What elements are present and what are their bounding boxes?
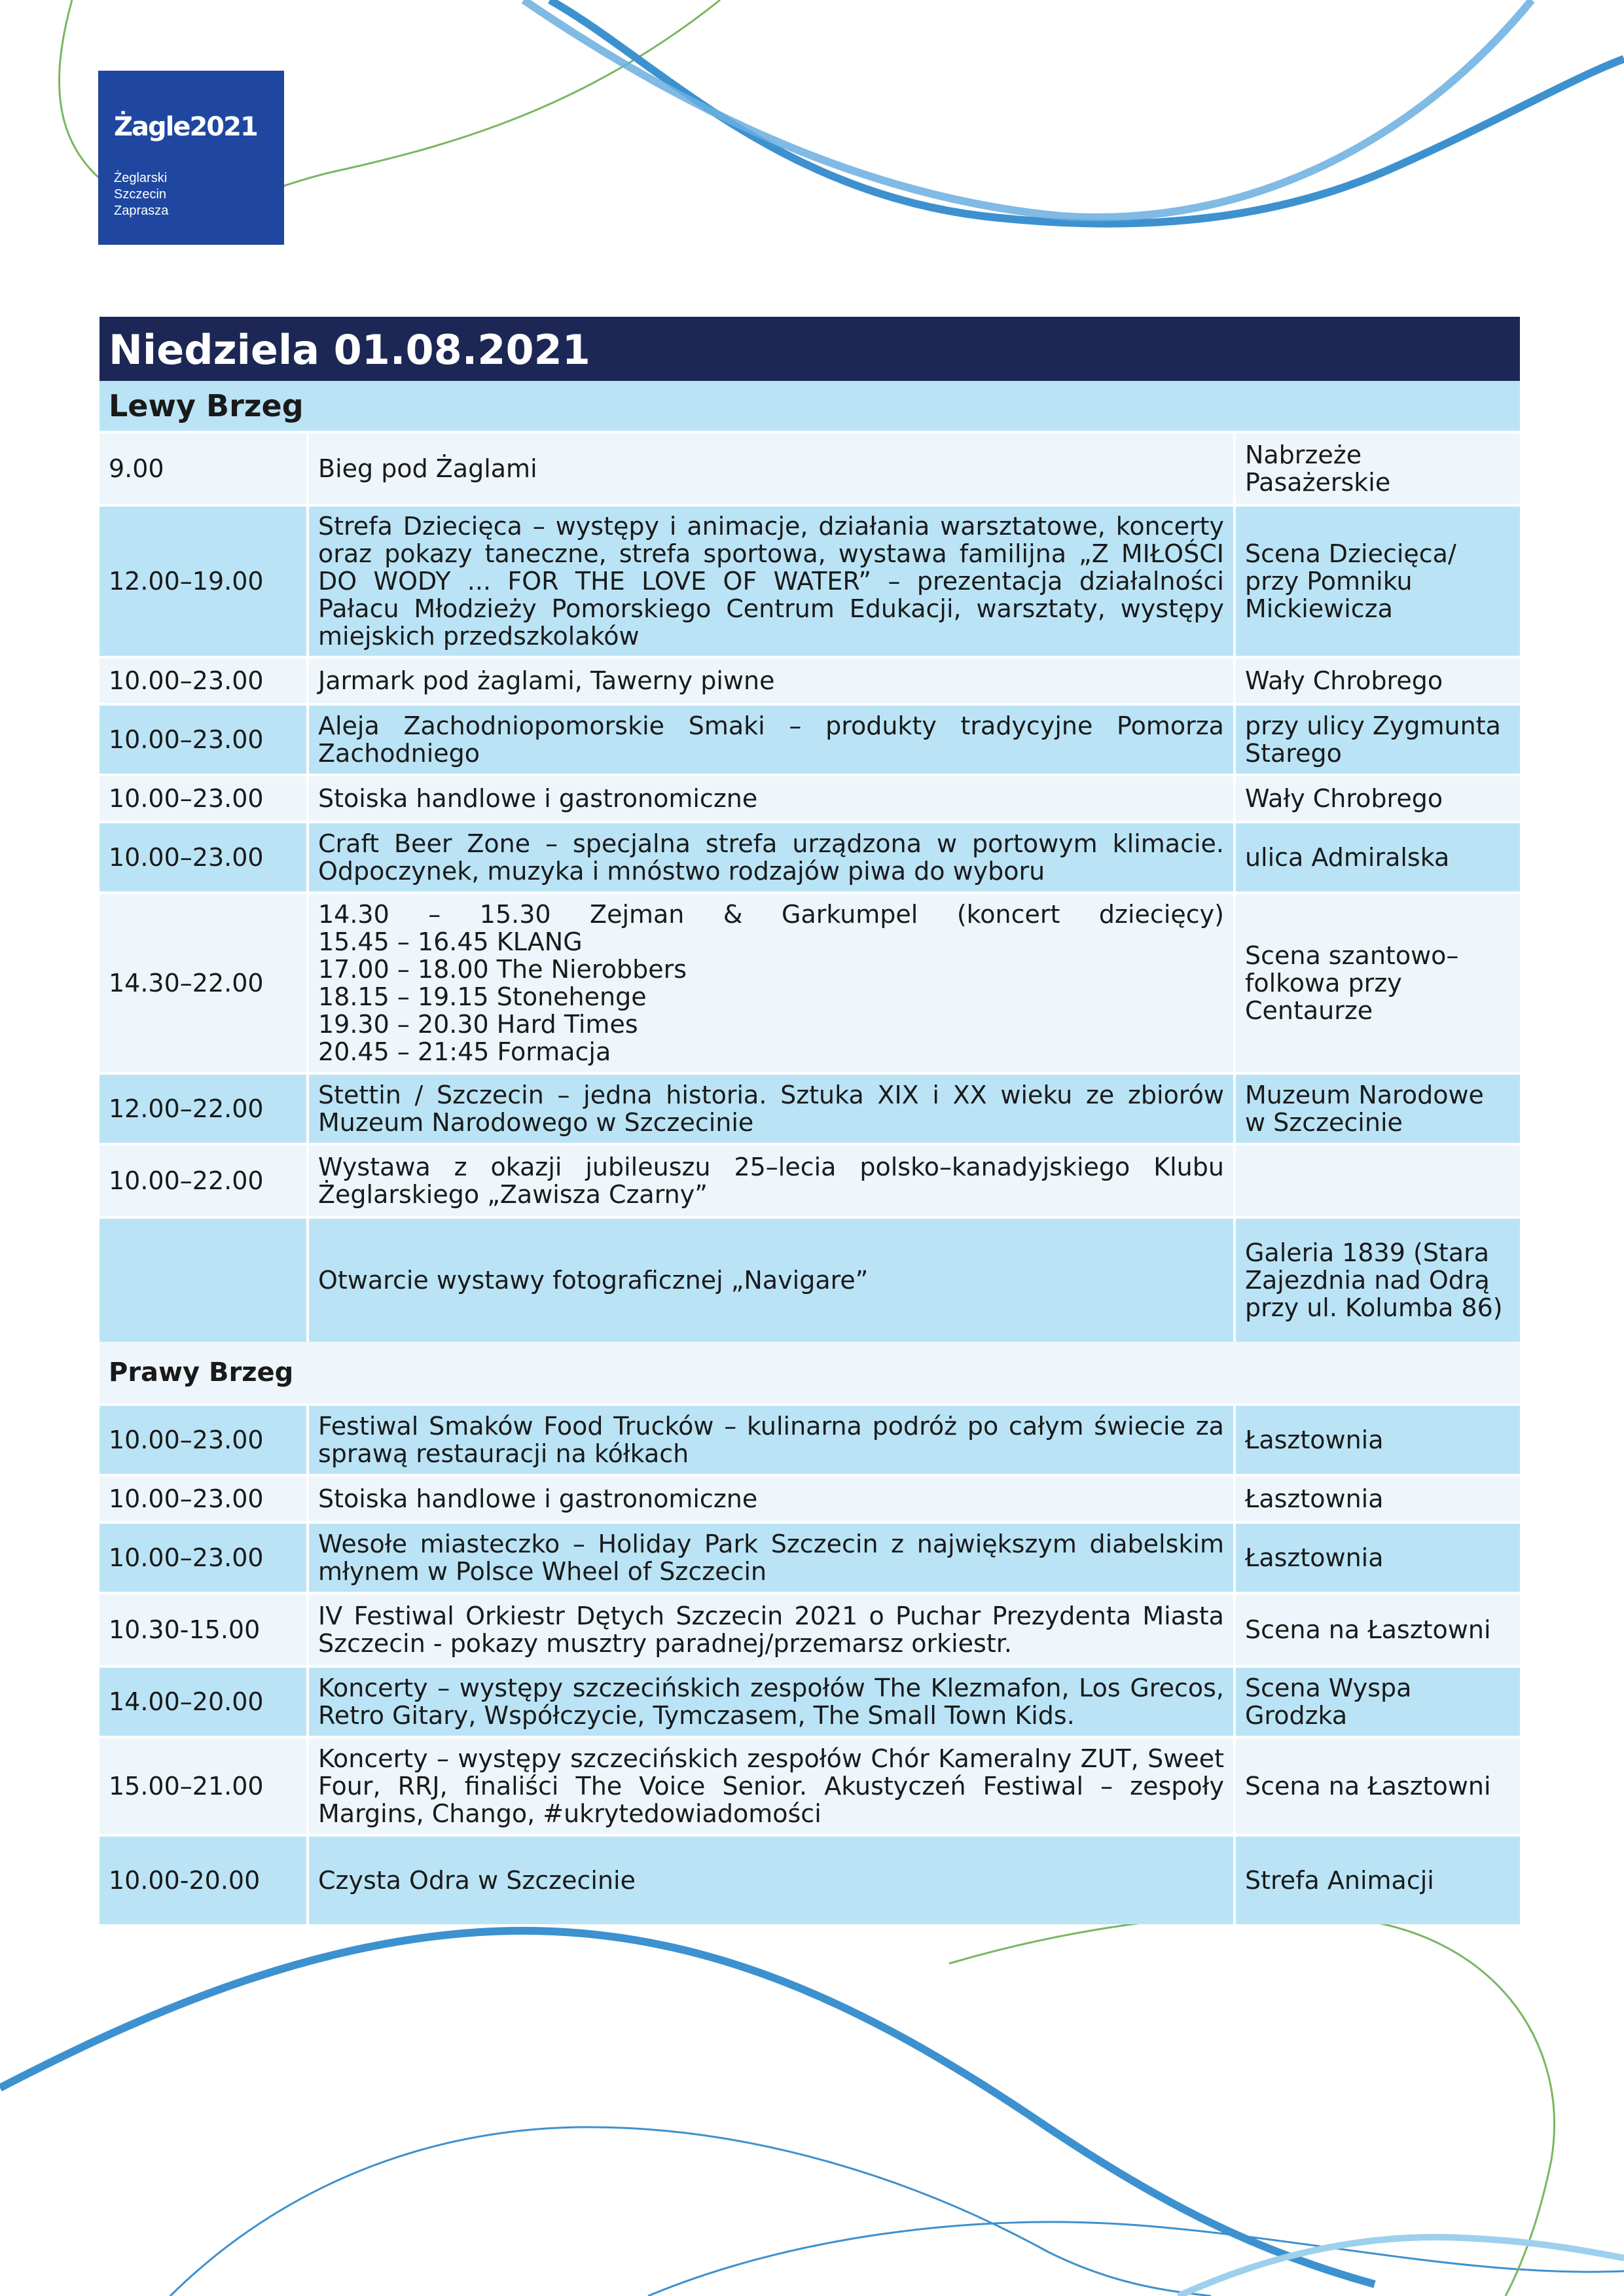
event-description: Wystawa z okazji jubileuszu 25–lecia polsko–kanadyjskiego Klubu Żeglarskiego „Zawisza Czarny”: [308, 1144, 1235, 1217]
event-row: [99, 1475, 1520, 1522]
event-location: Scena Wyspa Grodzka: [1235, 1666, 1520, 1737]
event-time: 10.00–23.00: [99, 657, 308, 704]
event-location: Muzeum Narodowe w Szczecinie: [1235, 1073, 1520, 1144]
event-time: 10.00–23.00: [99, 1405, 308, 1475]
event-row: [99, 657, 1520, 704]
event-description: Strefa Dziecięca – występy i animacje, działania warsztatowe, koncerty oraz pokazy taneczne, strefa sportowa, wystawa familijna „Z MIŁOŚCI DO WODY ... FOR THE LOVE OF WATER” – prezentacja działalności Pałacu Młodzieży Pomorskiego Centrum Edukacji, warsztaty, występy miejskich przedszkolaków: [308, 505, 1235, 657]
event-location: Nabrzeże Pasażerskie: [1235, 432, 1520, 505]
event-location: Scena na Łasztowni: [1235, 1593, 1520, 1666]
program-line: 20.45 – 21:45 Formacja: [318, 1037, 611, 1066]
event-description: IV Festiwal Orkiestr Dętych Szczecin 2021 o Puchar Prezydenta Miasta Szczecin - pokazy musztry paradnej/przemarsz orkiestr.: [308, 1593, 1235, 1666]
event-row: [99, 505, 1520, 657]
event-location: [1235, 1144, 1520, 1217]
event-location: Scena szantowo–folkowa przy Centaurze: [1235, 893, 1520, 1073]
event-description: Czysta Odra w Szczecinie: [308, 1835, 1235, 1924]
top-blue-wave: [550, 0, 1624, 224]
bottom-thin-wave-1: [170, 2127, 1211, 2296]
program-line: 14.30 – 15.30 Zejman & Garkumpel (koncert dziecięcy): [318, 900, 1224, 929]
event-time: 12.00–22.00: [99, 1073, 308, 1144]
program-line: 18.15 – 19.15 Stonehenge: [318, 982, 647, 1011]
bottom-green-wave: [949, 1914, 1555, 2296]
event-row: [99, 893, 1520, 1073]
event-description: Stettin / Szczecin – jedna historia. Sztuka XIX i XX wieku ze zbiorów Muzeum Narodowego w Szczecinie: [308, 1073, 1235, 1144]
event-description: Stoiska handlowe i gastronomiczne: [308, 775, 1235, 822]
event-time: 9.00: [99, 432, 308, 505]
event-row: [99, 704, 1520, 775]
event-description: Stoiska handlowe i gastronomiczne: [308, 1475, 1235, 1522]
event-time: 10.30-15.00: [99, 1593, 308, 1666]
event-time: 10.00–23.00: [99, 1475, 308, 1522]
event-time: 12.00–19.00: [99, 505, 308, 657]
zagle-2021-logo: [98, 71, 284, 245]
program-line: 15.45 – 16.45 KLANG: [318, 927, 583, 956]
bottom-blue-wave: [0, 1931, 1375, 2284]
event-description: Otwarcie wystawy fotograficznej „Navigare”: [308, 1217, 1235, 1342]
bottom-thin-wave-2: [648, 2222, 1624, 2296]
program-line: 19.30 – 20.30 Hard Times: [318, 1010, 638, 1039]
event-description: Koncerty – występy szczecińskich zespołów Chór Kameralny ZUT, Sweet Four, RRJ, finaliści The Voice Senior. Akustyczeń Festiwal – zespoły Margins, Chango, #ukrytedowiadomości: [308, 1737, 1235, 1835]
event-location: Wały Chrobrego: [1235, 775, 1520, 822]
event-time: 10.00–23.00: [99, 704, 308, 775]
event-row: [99, 775, 1520, 822]
event-description: Festiwal Smaków Food Trucków – kulinarna podróż po całym świecie za sprawą restauracji na kółkach: [308, 1405, 1235, 1475]
logo-tagline-line: Szczecin: [114, 187, 167, 202]
event-location: Łasztownia: [1235, 1475, 1520, 1522]
event-time: 10.00–22.00: [99, 1144, 308, 1217]
logo-tagline-line: Zaprasza: [114, 204, 169, 218]
event-location: Scena na Łasztowni: [1235, 1737, 1520, 1835]
bank-title-right: Prawy Brzeg: [99, 1342, 1520, 1405]
logo-tagline: [114, 170, 284, 219]
event-description: Aleja Zachodniopomorskie Smaki – produkty tradycyjne Pomorza Zachodniego: [308, 704, 1235, 775]
event-time: [99, 1217, 308, 1342]
event-schedule-table: [99, 317, 1520, 1924]
event-location: ulica Admiralska: [1235, 822, 1520, 893]
event-location: Łasztownia: [1235, 1405, 1520, 1475]
event-row: [99, 822, 1520, 893]
event-time: 10.00-20.00: [99, 1835, 308, 1924]
event-time: 14.00–20.00: [99, 1666, 308, 1737]
event-description: Wesołe miasteczko – Holiday Park Szczecin z największym diabelskim młynem w Polsce Wheel of Szczecin: [308, 1522, 1235, 1593]
bank-title-left: Lewy Brzeg: [99, 381, 1520, 432]
bank-header-row: [99, 381, 1520, 432]
event-time: 14.30–22.00: [99, 893, 308, 1073]
event-description: Jarmark pod żaglami, Tawerny piwne: [308, 657, 1235, 704]
event-row: [99, 1835, 1520, 1924]
event-program: [308, 893, 1235, 1073]
event-row: [99, 1217, 1520, 1342]
event-location: Galeria 1839 (Stara Zajezdnia nad Odrą przy ul. Kolumba 86): [1235, 1217, 1520, 1342]
event-description: Craft Beer Zone – specjalna strefa urządzona w portowym klimacie. Odpoczynek, muzyka i mnóstwo rodzajów piwa do wyboru: [308, 822, 1235, 893]
program-line: 17.00 – 18.00 The Nierobbers: [318, 955, 687, 984]
day-header-row: [99, 317, 1520, 381]
event-row: [99, 1666, 1520, 1737]
logo-tagline-line: Żeglarski: [114, 171, 168, 185]
event-time: 15.00–21.00: [99, 1737, 308, 1835]
event-description: Koncerty – występy szczecińskich zespołów The Klezmafon, Los Grecos, Retro Gitary, Współczycie, Tymczasem, The Small Town Kids.: [308, 1666, 1235, 1737]
event-row: [99, 1737, 1520, 1835]
event-row: [99, 432, 1520, 505]
event-row: [99, 1522, 1520, 1593]
event-row: [99, 1593, 1520, 1666]
event-time: 10.00–23.00: [99, 822, 308, 893]
day-title: Niedziela 01.08.2021: [99, 317, 1520, 381]
event-location: Łasztownia: [1235, 1522, 1520, 1593]
top-light-wave: [524, 0, 1532, 217]
event-time: 10.00–23.00: [99, 775, 308, 822]
event-row: [99, 1405, 1520, 1475]
logo-title: Żagle2021: [114, 112, 257, 142]
event-location: przy ulicy Zygmunta Starego: [1235, 704, 1520, 775]
bottom-light-wave: [1178, 2237, 1624, 2296]
event-row: [99, 1144, 1520, 1217]
event-time: 10.00–23.00: [99, 1522, 308, 1593]
event-description: Bieg pod Żaglami: [308, 432, 1235, 505]
bank-header-row: [99, 1342, 1520, 1405]
event-row: [99, 1073, 1520, 1144]
event-location: Wały Chrobrego: [1235, 657, 1520, 704]
event-location: Scena Dziecięca/ przy Pomniku Mickiewicza: [1235, 505, 1520, 657]
event-location: Strefa Animacji: [1235, 1835, 1520, 1924]
